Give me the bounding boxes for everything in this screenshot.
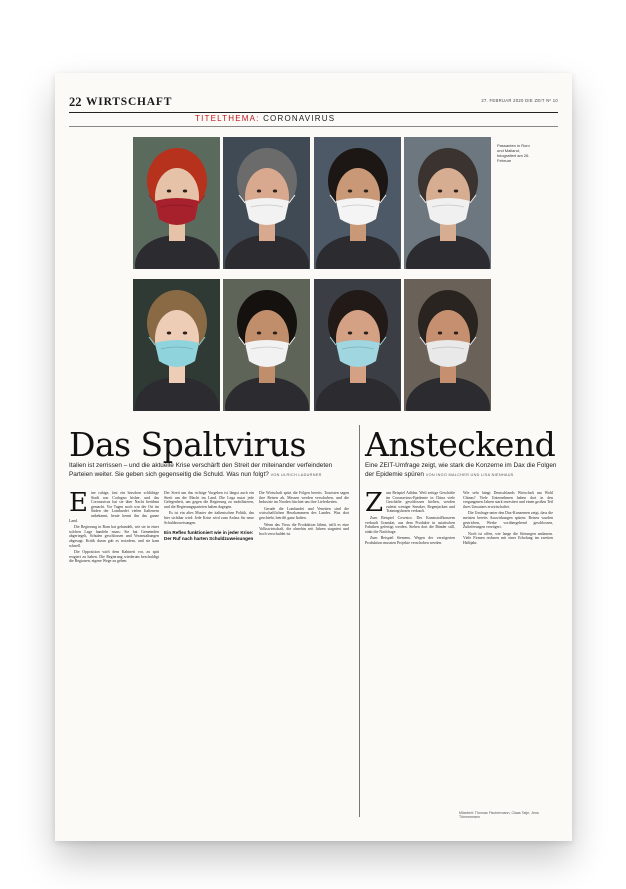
body-paragraph: Die Regierung in Rom hat gehandelt, wie sie in einer solchen Lage handeln muss: Sie hat Gemeinden abgeriegelt, Schulen geschlossen und Veranstaltungen abgesagt. Kritik daran gab es trotzdem, und sie kam schnell. <box>69 525 159 548</box>
body-paragraph: Zum Beispiel Covestro. Der Kunststoffkonzern verkauft Granulat, aus dem Produkte in asiatischen Fabriken gefertigt werden. Stehen dort die Bänder still, sinkt die Nachfrage. <box>365 515 455 534</box>
headline-left: Das Spaltvirus <box>69 425 306 464</box>
dropcap-right: Z <box>365 491 384 518</box>
body-paragraph: Die Wirtschaft spürt die Folgen bereits. Touristen sagen ihre Reisen ab, Messen werden verschoben, und die Industrie im Norden fürchtet um ihre Lieferketten. <box>259 491 349 505</box>
running-header <box>69 95 558 109</box>
topic-banner <box>195 114 335 123</box>
deck-left <box>69 462 344 479</box>
byline-right: VON INGO MALCHER UND LISA NIENHAUS <box>425 472 514 477</box>
portrait-photo <box>404 137 491 269</box>
portrait-photo <box>133 279 220 411</box>
body-paragraph: Wie sehr hängt Deutschlands Wirtschaft am Wohl Chinas? Viele Unternehmen haben dort in den vergangenen Jahren stark investiert und einen großen Teil ihres Umsatzes erwirtschaftet. <box>463 491 553 509</box>
body-paragraph: ine ruhige, fast ein bisschen schläfrige Stadt war Codogno bisher, und das Coronavirus hat sie über Nacht berühmt gemacht. Vor Tagen noch war der Ort im Süden der Lombardei vielen Italienern unbekannt, heute kennt ihn das ganze Land. <box>69 491 159 523</box>
left-column-3 <box>259 491 349 816</box>
subhead: Ein Reflex funktioniert wie in jeder Krise: Der Ruf nach harten Schuldzuweisungen <box>164 530 254 541</box>
left-column-2 <box>164 491 254 816</box>
section-title: WIRTSCHAFT <box>86 96 173 108</box>
body-paragraph: um Beispiel Adidas. Weil zeitige Geschäfte im Coronavirus-Epidemie in China viele Geschäfte geschlossen hielten, werden zuletzt weniger Sneaker, Regenjacken und Trainingshosen verkauft. <box>386 491 455 514</box>
body-paragraph: Die Opposition wirft dem Kabinett vor, zu spät reagiert zu haben. Die Regierung wiederum beschuldigt die Regionen, eigene Wege zu gehen. <box>69 550 159 564</box>
body-paragraph: Noch ist offen, wie lange die Störungen andauern. Viele Firmen rechnen mit einer Erholung im zweiten Halbjahr. <box>463 531 553 545</box>
portrait-photo <box>314 137 401 269</box>
body-paragraph: Zum Beispiel Siemens. Wegen der verzögerten Produktion mussten Projekte verschoben werden. <box>365 536 455 545</box>
portrait-photo <box>314 279 401 411</box>
portrait-photo <box>133 137 220 269</box>
deck-left-text: Italien ist zerrissen – und die aktuelle Krise verschärft den Streit der miteinander verfeindeten Parteien weiter. Sie geben sich gegenseitig die Schuld. Was nun folgt? <box>69 462 333 478</box>
byline-left: VON ULRICH LADURNER <box>270 472 322 477</box>
column-divider <box>359 425 360 817</box>
deck-right <box>365 462 565 479</box>
body-paragraph: Es ist ein altes Muster der italienischen Politik, das hier sichtbar wird: Jede Krise wird zum Anlass für neue Schuldzuweisungen. <box>164 511 254 525</box>
credits: Mitarbeit: Thomas Fischermann, Claas Tatje, Jens Tönnesmann <box>459 811 539 820</box>
portrait-photo <box>404 279 491 411</box>
issue-line: 27. FEBRUAR 2020 DIE ZEIT Nº 10 <box>481 98 558 103</box>
body-paragraph: Die Umfrage unter den Dax-Konzernen zeigt, dass die meisten bereits Auswirkungen spüren: Reisen wurden gestrichen, Werke vorübergehend geschlossen, Zulieferungen verzögert. <box>463 511 553 530</box>
topic-title: CORONAVIRUS <box>263 114 336 123</box>
newspaper-page <box>55 73 572 841</box>
page-number: 22 <box>69 95 82 109</box>
header-rule <box>69 112 558 113</box>
headline-right: Ansteckend <box>365 425 556 464</box>
right-column-1 <box>365 491 455 816</box>
topic-label: TITELTHEMA: <box>195 114 260 123</box>
portrait-photo <box>223 279 310 411</box>
right-column-2 <box>463 491 553 816</box>
dropcap-left: E <box>69 491 88 518</box>
body-paragraph: Wenn das Virus die Produktion lähmt, trifft es eine Volkswirtschaft, die ohnehin seit Jahren stagniert und hoch verschuldet ist. <box>259 522 349 536</box>
body-paragraph: Der Streit um das richtige Vorgehen ist längst auch ein Streit um die Macht im Land. Die Lega nutzt jede Gelegenheit, um gegen die Regierung zu mobilisieren, und die Regierungsparteien halten dagegen. <box>164 491 254 509</box>
topic-rule <box>69 126 558 127</box>
photo-grid <box>133 137 490 411</box>
portrait-photo <box>223 137 310 269</box>
photo-caption: Passanten in Rom und Mailand, fotografiert am 26. Februar <box>497 143 530 163</box>
deck-right-text: Eine ZEIT-Umfrage zeigt, wie stark die Konzerne im Dax die Folgen der Epidemie spüren <box>365 462 557 478</box>
left-column-1 <box>69 491 159 816</box>
body-paragraph: Gerade die Lombardei und Venetien sind die wirtschaftlichen Herzkammern des Landes. Was dort geschieht, betrifft ganz Italien. <box>259 506 349 520</box>
